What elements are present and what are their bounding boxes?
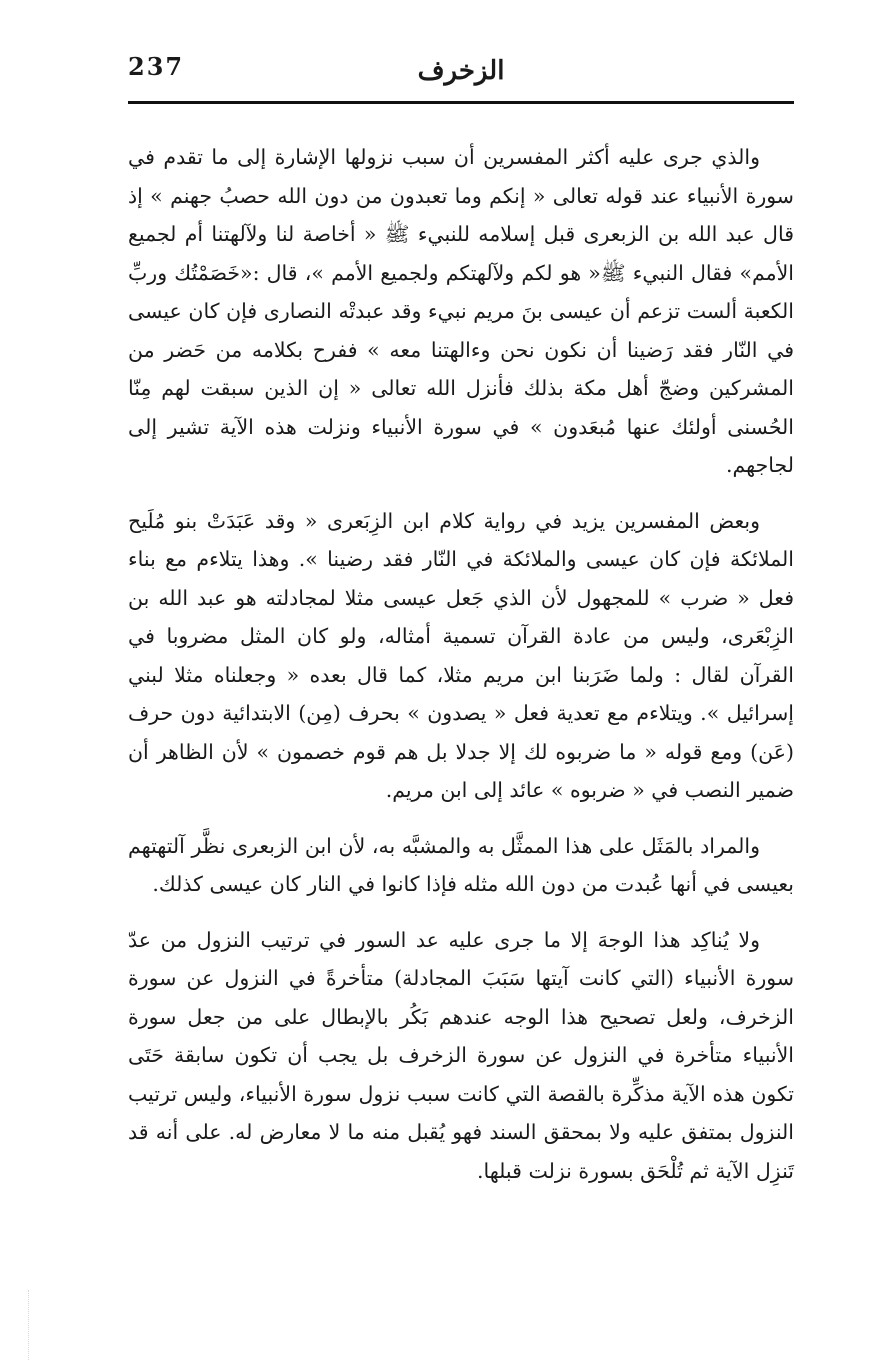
running-title: الزخرف: [417, 56, 505, 86]
body-text: [128, 138, 794, 1207]
page-number: 237: [128, 52, 185, 81]
header-rule: [128, 101, 794, 104]
paragraph-3: والمراد بالمَثَل على هذا الممثَّل به والمشبَّه به، لأن ابن الزبعرى نظَّر آلتهتهم بعيسى في أنها عُبدت من دون الله مثله فإذا كانوا في النار كان عيسى كذلك.: [128, 833, 794, 896]
margin-mark: [28, 1290, 37, 1360]
paragraph-4: ولا يُناكِد هذا الوجهَ إلا ما جرى عليه عد السور في ترتيب النزول من عدّ سورة الأنبياء (التي كانت آيتها سَبَبَ المجادلة) متأخرةً في النزول عن سورة الزخرف، ولعل تصحيح هذا الوجه عندهم بَكُر بالإبطال على من جعل سورة الأنبياء متأخرة في النزول عن سورة الزخرف بل يجب أن تكون سابقة حَتَى تكون هذه الآية مذكِّرة بالقصة التي كانت سبب نزول سورة الأنبياء، وليس ترتيب النزول بمتفق عليه ولا بمحقق السند فهو يُقبل منه ما لا معارض له. على أنه قد تَنزِل الآية ثم تُلْحَق بسورة نزلت قبلها.: [128, 927, 794, 1183]
paragraph-2: وبعض المفسرين يزيد في رواية كلام ابن الزِبَعرى « وقد عَبَدَتْ بنو مُلَيح الملائكة فإن كان عيسى والملائكة في النّار فقد رضينا ». وهذا يتلاءم مع بناء فعل « ضرب » للمجهول لأن الذي جَعل عيسى مثلا لمجادلته هو عبد الله بن الزِبْعَرى، وليس من عادة القرآن تسمية أمثاله، ولو كان المثل مضروبا في القرآن لقال : ولما ضَرَبنا ابن مريم مثلا، كما قال بعده « وجعلناه مثلا لبني إسرائيل ». ويتلاءم مع تعدية فعل « يصدون » بحرف (مِن) الابتدائية دون حرف (عَن) ومع قوله « ما ضربوه لك إلا جدلا بل هم قوم خصمون » لأن الظاهر أن ضمير النصب في « ضربوه » عائد إلى ابن مريم.: [128, 508, 794, 802]
paragraph-1: والذي جرى عليه أكثر المفسرين أن سبب نزولها الإشارة إلى ما تقدم في سورة الأنبياء عند قوله تعالى « إنكم وما تعبدون من دون الله حصبُ جهنم » إذ قال عبد الله بن الزبعرى قبل إسلامه للنبيء ﷺ « أخاصة لنا ولآلهتنا أم لجميع الأمم» فقال النبيء ﷺ« هو لكم ولآلهتكم ولجميع الأمم »، قال :«خَصَمْتُك وربِّ الكعبة ألست تزعم أن عيسى بنَ مريم نبيء وقد عبدتْه النصارى فإن كان عيسى في النّار فقد رَضينا أن نكون نحن وءالهتنا معه » ففرح بكلامه من حَضر من المشركين وضجّ أهل مكة بذلك فأنزل الله تعالى « إن الذين سبقت لهم مِنّا الحُسنى أولئك عنها مُبعَدون » في سورة الأنبياء ونزلت هذه الآية تشير إلى لجاجهم.: [128, 145, 794, 477]
page-header: [128, 50, 794, 102]
